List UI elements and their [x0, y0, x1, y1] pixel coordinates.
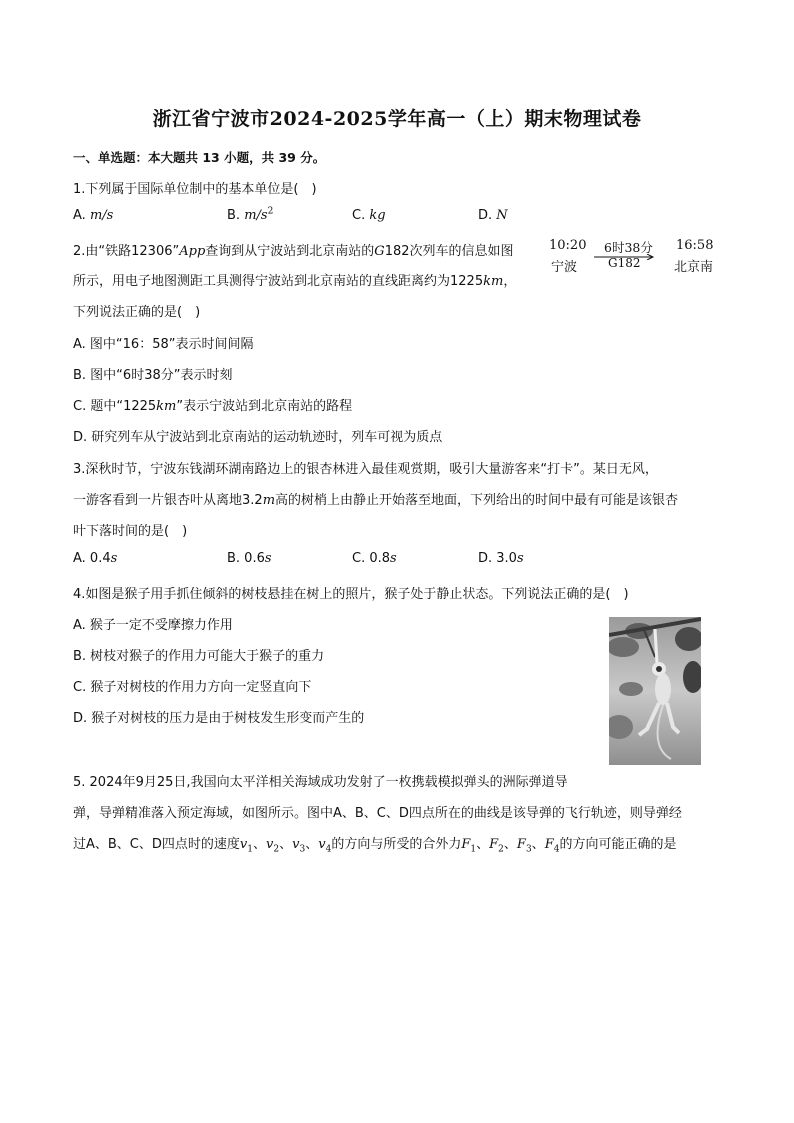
train-info-figure	[546, 238, 726, 274]
q2-stem-line3: 下列说法正确的是( )	[73, 305, 201, 320]
q5-stem-line3: 过A、B、C、D四点时的速度$v_1$、$v_2$、$v_3$、$v_4$的方向与所受的合外力$F_1$、$F_2$、$F_3$、$F_4$的方向可能正确的是	[73, 837, 677, 855]
section-heading: 一、单选题：本大题共 13 小题，共 39 分。	[73, 150, 326, 165]
q2-option-c[interactable]: C. 题中“1225km”表示宁波站到北京南站的路程	[73, 399, 353, 414]
q3-option-b[interactable]: B. 0.6s	[227, 551, 272, 566]
arrive-station: 北京南	[674, 260, 714, 275]
q4-option-a[interactable]: A. 猴子一定不受摩擦力作用	[73, 618, 233, 633]
monkey-photo	[609, 617, 701, 765]
q4-option-b[interactable]: B. 树枝对猴子的作用力可能大于猴子的重力	[73, 649, 325, 664]
q5-stem-line1: 5. 2024年9月25日,我国向太平洋相关海域成功发射了一枚携载模拟弹头的洲际弹道导	[73, 775, 568, 790]
arrive-time: 16:58	[676, 238, 714, 253]
q2-stem-line2: 所示，用电子地图测距工具测得宁波站到北京南站的直线距离约为1225km，	[73, 274, 517, 289]
q1-option-a[interactable]: A. m/s	[73, 208, 114, 223]
q3-stem-line1: 3.深秋时节，宁波东钱湖环湖南路边上的银杏林进入最佳观赏期，吸引大量游客来“打卡”。某日无风，	[73, 462, 658, 477]
q4-stem: 4.如图是猴子用手抓住倾斜的树枝悬挂在树上的照片，猴子处于静止状态。下列说法正确的是( )	[73, 587, 629, 602]
q1-option-c[interactable]: C. kg	[352, 208, 386, 223]
page-title: 浙江省宁波市2024-2025学年高一（上）期末物理试卷	[152, 108, 642, 130]
q1-stem: 1.下列属于国际单位制中的基本单位是( )	[73, 182, 317, 197]
q3-stem-line2: 一游客看到一片银杏叶从离地3.2m高的树梢上由静止开始落至地面，下列给出的时间中最有可能是该银杏	[73, 493, 679, 508]
q3-option-c[interactable]: C. 0.8s	[352, 551, 397, 566]
q2-option-d[interactable]: D. 研究列车从宁波站到北京南站的运动轨迹时，列车可视为质点	[73, 430, 443, 445]
q4-option-c[interactable]: C. 猴子对树枝的作用力方向一定竖直向下	[73, 680, 312, 695]
q4-option-d[interactable]: D. 猴子对树枝的压力是由于树枝发生形变而产生的	[73, 711, 365, 726]
depart-time: 10:20	[549, 238, 587, 253]
trip-duration: 6时38分	[604, 240, 653, 255]
q5-stem-line2: 弹，导弹精准落入预定海域，如图所示。图中A、B、C、D四点所在的曲线是该导弹的飞行轨迹，则导弹经	[73, 806, 682, 821]
train-number: G182	[608, 256, 641, 270]
monkey-hanging-icon	[609, 617, 701, 765]
q2-option-a[interactable]: A. 图中“16：58”表示时间间隔	[73, 337, 254, 352]
q1-option-b[interactable]: B. $m/s^2$	[227, 206, 274, 223]
q2-stem-line1: 2.由“铁路12306”App查询到从宁波站到北京南站的G182次列车的信息如图	[73, 244, 514, 259]
q3-option-d[interactable]: D. 3.0s	[478, 551, 524, 566]
q3-stem-line3: 叶下落时间的是( )	[73, 524, 188, 539]
q2-option-b[interactable]: B. 图中“6时38分”表示时刻	[73, 368, 233, 383]
q1-option-d[interactable]: D. N	[478, 208, 508, 223]
depart-station: 宁波	[551, 260, 578, 275]
q3-option-a[interactable]: A. 0.4s	[73, 551, 118, 566]
